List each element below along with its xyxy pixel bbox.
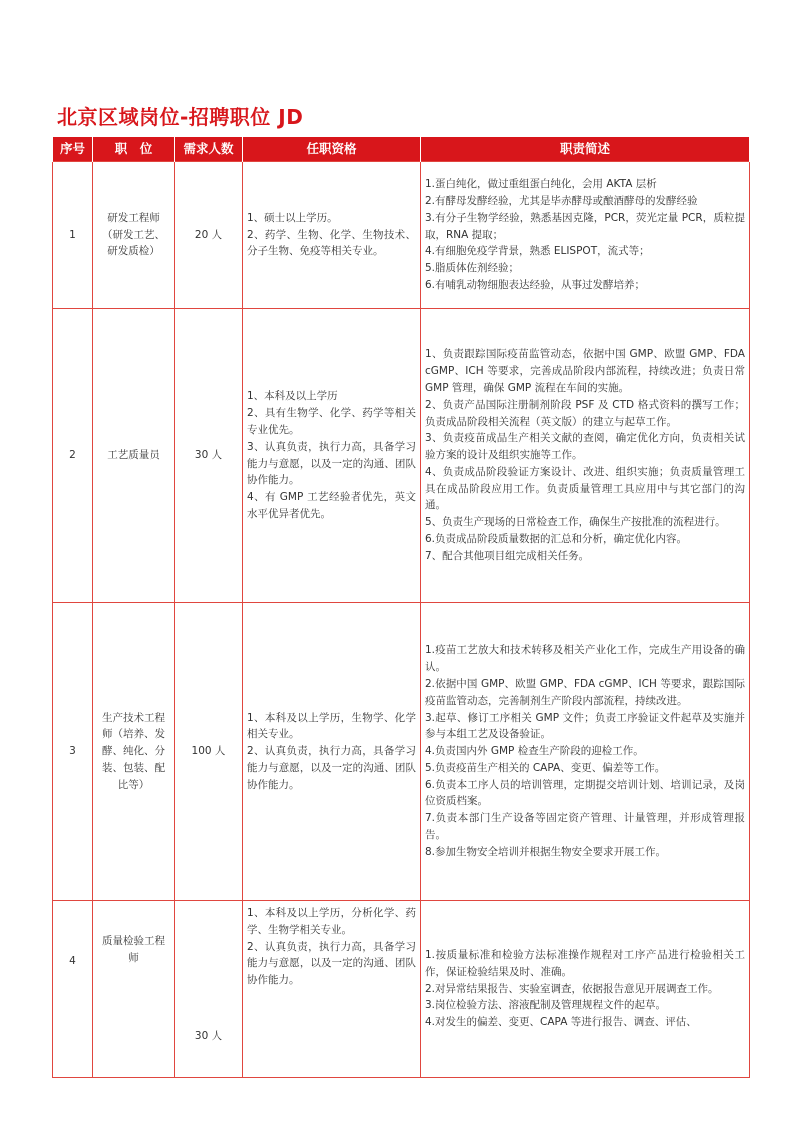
position-title: 生产技术工程师（培养、发酵、纯化、分装、包装、配比等） bbox=[93, 603, 175, 901]
duty-item: 4.有细胞免疫学背景，熟悉 ELISPOT，流式等； bbox=[425, 245, 650, 258]
requirements: 1、硕士以上学历。 2、药学、生物、化学、生物技术、分子生物、免疫等相关专业。 bbox=[243, 162, 421, 309]
duty-item: 3.岗位检验方法、溶液配制及管理规程文件的起草。 bbox=[425, 999, 667, 1012]
requirements: 1、本科及以上学历 2、具有生物学、化学、药学等相关专业优先。 3、认真负责，执行力高，具备学习能力与意愿，以及一定的沟通、团队协作能力。 4、有 GMP 工艺经验者优先，英文水平优异者优先。 bbox=[243, 309, 421, 603]
duty-item: 1.蛋白纯化，做过重组蛋白纯化，会用 AKTA 层析 bbox=[425, 178, 657, 191]
header-position: 职 位 bbox=[93, 137, 175, 162]
duty-item: 5.负责疫苗生产相关的 CAPA、变更、偏差等工作。 bbox=[425, 761, 666, 774]
duty-item: 4.对发生的偏差、变更、CAPA 等进行报告、调查、评估、 bbox=[425, 1016, 697, 1029]
duty-item: 4.负责国内外 GMP 检查生产阶段的迎检工作。 bbox=[425, 745, 644, 758]
duty-item: 3、负责疫苗成品生产相关文献的查阅，确定优化方向，负责相关试验方案的设计及组织实施等工作。 bbox=[425, 432, 745, 462]
duties bbox=[421, 309, 750, 603]
header-no: 序号 bbox=[53, 137, 93, 162]
duty-item: 8.参加生物安全培训并根据生物安全要求开展工作。 bbox=[425, 845, 667, 858]
duty-item: 1.疫苗工艺放大和技术转移及相关产业化工作，完成生产用设备的确认。 bbox=[425, 644, 745, 674]
row-number: 2 bbox=[53, 309, 93, 603]
row-number: 3 bbox=[53, 603, 93, 901]
row-number: 1 bbox=[53, 162, 93, 309]
jd-table bbox=[52, 137, 750, 1078]
header-duties: 职责简述 bbox=[421, 137, 750, 162]
position-title: 工艺质量员 bbox=[93, 309, 175, 603]
duty-item: 6.负责本工序人员的培训管理，定期提交培训计划、培训记录，及岗位资质档案。 bbox=[425, 778, 745, 808]
headcount: 20 人 bbox=[175, 162, 243, 309]
page-title: 北京区域岗位-招聘职位 JD bbox=[57, 105, 304, 129]
headcount: 30 人 bbox=[175, 309, 243, 603]
header-count: 需求人数 bbox=[175, 137, 243, 162]
table-header-row bbox=[53, 137, 750, 162]
duty-item: 3.起草、修订工序相关 GMP 文件；负责工序验证文件起草及实施并参与本组工艺及设备验证。 bbox=[425, 711, 745, 741]
requirements: 1、本科及以上学历，分析化学、药学、生物学相关专业。 2、认真负责，执行力高，具备学习能力与意愿，以及一定的沟通、团队协作能力。 bbox=[243, 901, 421, 1078]
duty-item: 6.负责成品阶段质量数据的汇总和分析，确定优化内容。 bbox=[425, 533, 688, 546]
headcount: 100 人 bbox=[175, 603, 243, 901]
table-row bbox=[53, 901, 750, 1078]
duty-item: 2.有酵母发酵经验，尤其是毕赤酵母或酿酒酵母的发酵经验 bbox=[425, 195, 698, 207]
table-row bbox=[53, 603, 750, 901]
table-row bbox=[53, 309, 750, 603]
header-requirements: 任职资格 bbox=[243, 137, 421, 162]
duty-item: 1、负责跟踪国际疫苗监管动态，依据中国 GMP、欧盟 GMP、FDA cGMP、ICH 等要求，完善成品阶段内部流程，持续改进；负责日常 GMP 管理，确保 GMP 流程在车间的实施。 bbox=[425, 348, 745, 394]
duties bbox=[421, 603, 750, 901]
duty-item: 2、负责产品国际注册制剂阶段 PSF 及 CTD 格式资料的撰写工作；负责成品阶段相关流程（英文版）的建立与起草工作。 bbox=[425, 398, 745, 428]
duty-item: 5.脂质体佐剂经验； bbox=[425, 262, 520, 275]
headcount: 30 人 bbox=[175, 901, 243, 1078]
duty-item: 5、负责生产现场的日常检查工作，确保生产按批准的流程进行。 bbox=[425, 516, 726, 529]
duty-item: 4、负责成品阶段验证方案设计、改进、组织实施；负责质量管理工具在成品阶段应用工作。负责质量管理工具应用中与其它部门的沟通。 bbox=[425, 465, 745, 512]
duties bbox=[421, 162, 750, 309]
duty-item: 7.负责本部门生产设备等固定资产管理、计量管理，并形成管理报告。 bbox=[425, 812, 745, 842]
duty-item: 7、配合其他项目组完成相关任务。 bbox=[425, 549, 590, 562]
duty-item: 2.对异常结果报告、实验室调查，依据报告意见开展调查工作。 bbox=[425, 982, 719, 995]
duty-item: 2.依据中国 GMP、欧盟 GMP、FDA cGMP、ICH 等要求，跟踪国际疫苗监管动态，完善制剂生产阶段内部流程，持续改进。 bbox=[425, 677, 745, 707]
table-row bbox=[53, 162, 750, 309]
row-number: 4 bbox=[53, 901, 93, 1078]
position-title: 质量检验工程师 bbox=[93, 901, 175, 1078]
duty-item: 1.按质量标准和检验方法标准操作规程对工序产品进行检验相关工作，保证检验结果及时、准确。 bbox=[425, 949, 745, 978]
position-title: 研发工程师（研发工艺、研发质检） bbox=[93, 162, 175, 309]
duties bbox=[421, 901, 750, 1078]
requirements: 1、本科及以上学历，生物学、化学相关专业。 2、认真负责，执行力高，具备学习能力与意愿，以及一定的沟通、团队协作能力。 bbox=[243, 603, 421, 901]
duty-item: 6.有哺乳动物细胞表达经验，从事过发酵培养； bbox=[425, 278, 646, 291]
duty-item: 3.有分子生物学经验，熟悉基因克隆，PCR，荧光定量 PCR，质粒提取，RNA 提取； bbox=[425, 211, 745, 241]
